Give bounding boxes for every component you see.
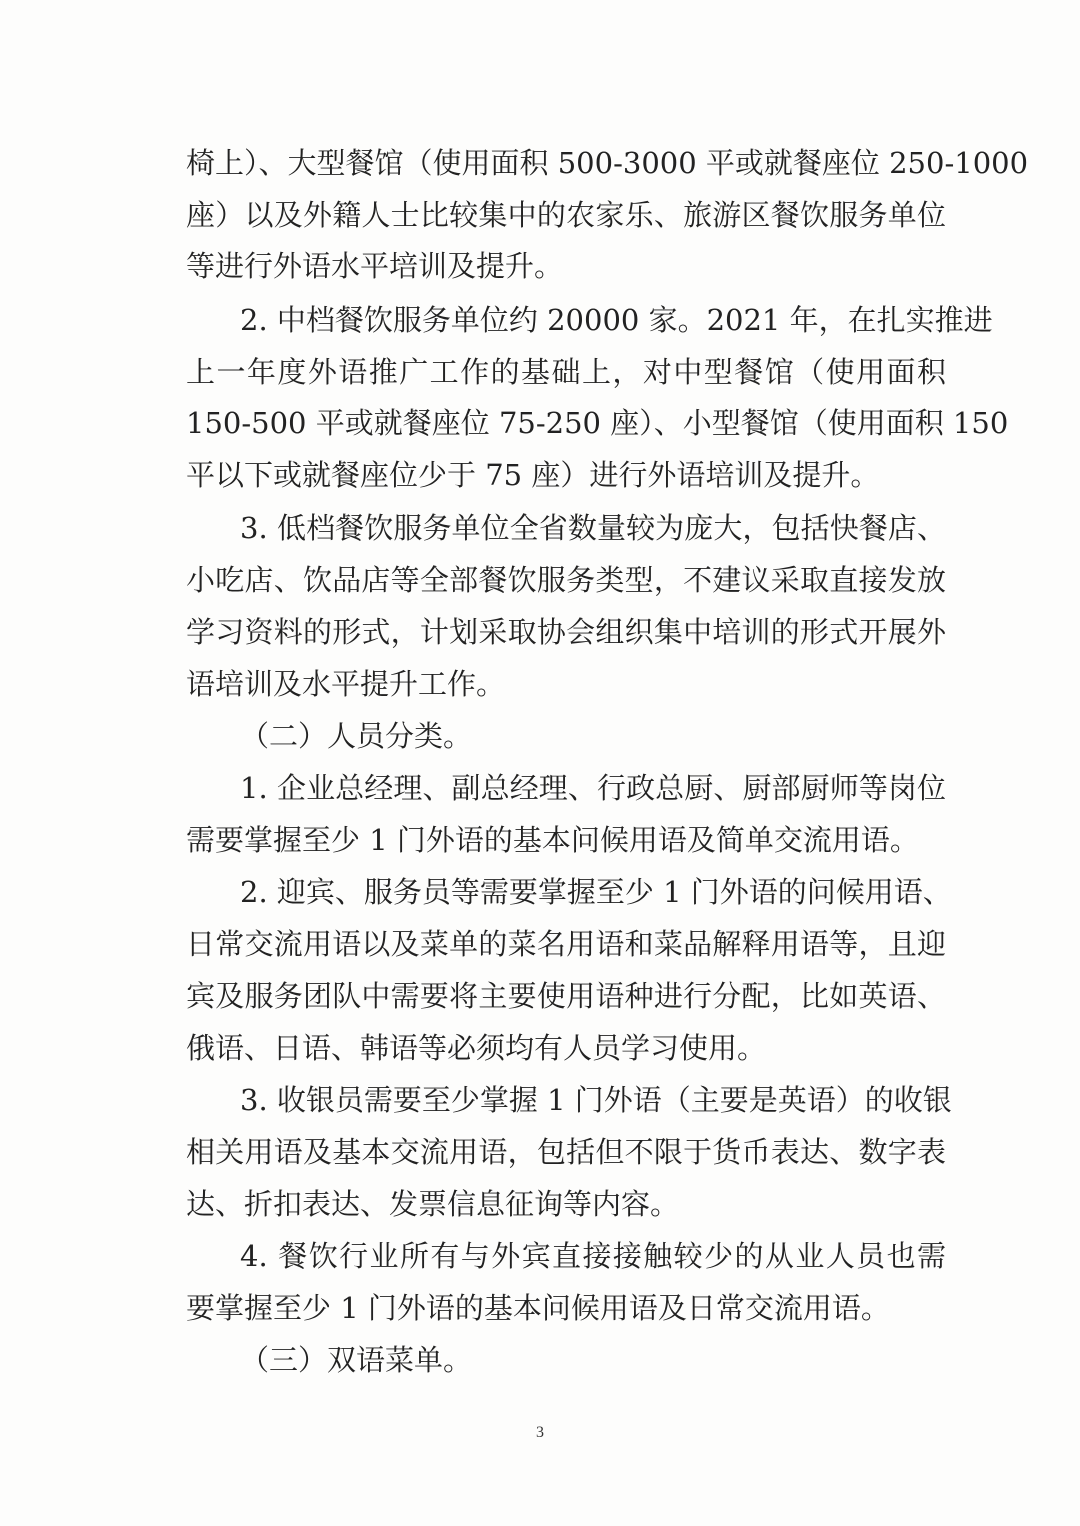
- text-line: 椅上）、大型餐馆（使用面积 500-3000 平或就餐座位 250-1000: [186, 146, 1029, 180]
- text-line: 4. 餐饮行业所有与外宾直接接触较少的从业人员也需: [240, 1239, 946, 1273]
- section-heading: （三）双语菜单。: [240, 1343, 473, 1377]
- text-line: 1. 企业总经理、副总经理、行政总厨、厨部厨师等岗位: [240, 771, 946, 805]
- text-line: 学习资料的形式，计划采取协会组织集中培训的形式开展外: [186, 615, 946, 649]
- text-line: 达、折扣表达、发票信息征询等内容。: [186, 1187, 680, 1221]
- text-line: 2. 迎宾、服务员等需要掌握至少 1 门外语的问候用语、: [240, 875, 952, 909]
- section-heading: （二）人员分类。: [240, 719, 473, 753]
- text-line: 上一年度外语推广工作的基础上，对中型餐馆（使用面积: [186, 355, 946, 389]
- text-line: 3. 收银员需要至少掌握 1 门外语（主要是英语）的收银: [240, 1083, 952, 1117]
- page-number: 3: [536, 1424, 544, 1441]
- text-line: 俄语、日语、韩语等必须均有人员学习使用。: [186, 1031, 767, 1065]
- text-line: 语培训及水平提升工作。: [186, 667, 506, 701]
- text-line: 座）以及外籍人士比较集中的农家乐、旅游区餐饮服务单位: [186, 198, 946, 232]
- text-line: 小吃店、饮品店等全部餐饮服务类型，不建议采取直接发放: [186, 563, 946, 597]
- text-line: 2. 中档餐饮服务单位约 20000 家。2021 年，在扎实推进: [240, 303, 993, 337]
- text-line: 相关用语及基本交流用语，包括但不限于货币表达、数字表: [186, 1135, 946, 1169]
- text-line: 150-500 平或就餐座位 75-250 座）、小型餐馆（使用面积 150: [186, 406, 1009, 440]
- text-line: 要掌握至少 1 门外语的基本问候用语及日常交流用语。: [186, 1291, 890, 1325]
- text-line: 需要掌握至少 1 门外语的基本问候用语及简单交流用语。: [186, 823, 919, 857]
- text-line: 日常交流用语以及菜单的菜名用语和菜品解释用语等，且迎: [186, 927, 946, 961]
- text-line: 3. 低档餐饮服务单位全省数量较为庞大，包括快餐店、: [240, 511, 946, 545]
- text-line: 宾及服务团队中需要将主要使用语种进行分配，比如英语、: [186, 979, 946, 1013]
- text-line: 平以下或就餐座位少于 75 座）进行外语培训及提升。: [186, 458, 880, 492]
- text-line: 等进行外语水平培训及提升。: [186, 249, 564, 283]
